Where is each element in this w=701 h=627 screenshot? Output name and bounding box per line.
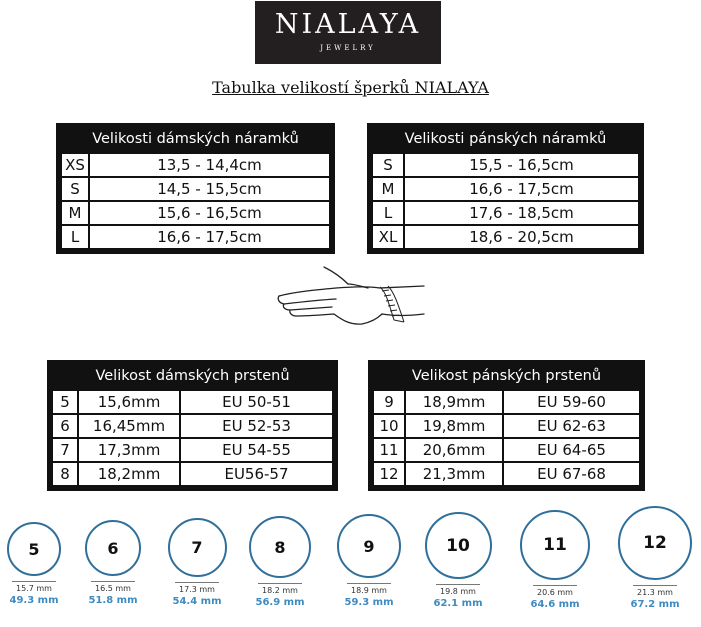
ring-diameter: 18.2 mm bbox=[258, 583, 302, 595]
eu-cell: EU 64-65 bbox=[503, 438, 640, 462]
table-row bbox=[61, 225, 330, 249]
range-cell: 13,5 - 14,4cm bbox=[89, 153, 330, 177]
range-cell: 17,6 - 18,5cm bbox=[404, 201, 639, 225]
logo-brand-text: NIALAYA bbox=[274, 9, 422, 40]
table-row bbox=[373, 462, 640, 486]
mm-cell: 19,8mm bbox=[405, 414, 503, 438]
table-row bbox=[372, 225, 639, 249]
page-title: Tabulka velikostí šperků NIALAYA bbox=[212, 78, 489, 97]
size-cell: 6 bbox=[52, 414, 78, 438]
range-cell: 18,6 - 20,5cm bbox=[404, 225, 639, 249]
ring-circle: 5 bbox=[7, 522, 61, 576]
eu-cell: EU 54-55 bbox=[180, 438, 333, 462]
womens-rings-header: Velikost dámských prstenů bbox=[95, 368, 290, 384]
ring-size-5 bbox=[0, 522, 74, 606]
womens-bracelets-table bbox=[56, 123, 335, 254]
size-cell: 5 bbox=[52, 390, 78, 414]
ring-circle: 6 bbox=[85, 520, 141, 576]
range-cell: 15,5 - 16,5cm bbox=[404, 153, 639, 177]
ring-circumference: 64.6 mm bbox=[530, 599, 580, 610]
size-cell: S bbox=[372, 153, 404, 177]
ring-circumference: 59.3 mm bbox=[344, 597, 394, 608]
size-cell: L bbox=[372, 201, 404, 225]
ring-circle: 9 bbox=[337, 514, 401, 578]
mens-rings-header: Velikost pánských prstenů bbox=[411, 368, 602, 384]
table-row bbox=[61, 177, 330, 201]
table-row bbox=[52, 438, 333, 462]
table-row bbox=[61, 153, 330, 177]
size-cell: 8 bbox=[52, 462, 78, 486]
ring-circle: 8 bbox=[249, 516, 311, 578]
eu-cell: EU 50-51 bbox=[180, 390, 333, 414]
ring-circumference: 67.2 mm bbox=[630, 599, 680, 610]
eu-cell: EU 52-53 bbox=[180, 414, 333, 438]
ring-diameter: 15.7 mm bbox=[12, 581, 56, 593]
mens-rings-table bbox=[368, 360, 645, 491]
size-cell: M bbox=[372, 177, 404, 201]
mens-bracelets-table bbox=[367, 123, 644, 254]
brand-logo bbox=[255, 1, 441, 64]
size-cell: XL bbox=[372, 225, 404, 249]
table-row bbox=[52, 414, 333, 438]
range-cell: 14,5 - 15,5cm bbox=[89, 177, 330, 201]
ring-circumference: 54.4 mm bbox=[172, 596, 222, 607]
mm-cell: 18,2mm bbox=[78, 462, 180, 486]
size-cell: 7 bbox=[52, 438, 78, 462]
eu-cell: EU 67-68 bbox=[503, 462, 640, 486]
table-row bbox=[61, 201, 330, 225]
mm-cell: 18,9mm bbox=[405, 390, 503, 414]
ring-diameter: 18.9 mm bbox=[347, 583, 391, 595]
table-row bbox=[373, 438, 640, 462]
table-row bbox=[373, 390, 640, 414]
womens-rings-table bbox=[47, 360, 338, 491]
hand-wrist-measure-icon bbox=[276, 262, 426, 342]
mm-cell: 20,6mm bbox=[405, 438, 503, 462]
table-row bbox=[52, 390, 333, 414]
size-cell: 11 bbox=[373, 438, 405, 462]
ring-diameter: 21.3 mm bbox=[633, 585, 677, 597]
size-cell: 10 bbox=[373, 414, 405, 438]
ring-circumference: 51.8 mm bbox=[88, 595, 138, 606]
table-row bbox=[373, 414, 640, 438]
ring-size-10 bbox=[418, 512, 498, 609]
ring-diameter: 16.5 mm bbox=[91, 581, 135, 593]
size-cell: S bbox=[61, 177, 89, 201]
ring-circle: 7 bbox=[168, 518, 227, 577]
table-row bbox=[372, 177, 639, 201]
ring-diameter: 17.3 mm bbox=[175, 582, 219, 594]
womens-bracelets-header: Velikosti dámských náramků bbox=[92, 131, 299, 147]
ring-size-11 bbox=[515, 510, 595, 610]
ring-size-9 bbox=[329, 514, 409, 608]
eu-cell: EU56-57 bbox=[180, 462, 333, 486]
size-cell: 9 bbox=[373, 390, 405, 414]
ring-circle: 11 bbox=[520, 510, 590, 580]
eu-cell: EU 59-60 bbox=[503, 390, 640, 414]
ring-circle: 12 bbox=[618, 506, 692, 580]
size-cell: 12 bbox=[373, 462, 405, 486]
size-cell: XS bbox=[61, 153, 89, 177]
mm-cell: 16,45mm bbox=[78, 414, 180, 438]
table-row bbox=[372, 201, 639, 225]
mm-cell: 17,3mm bbox=[78, 438, 180, 462]
ring-size-8 bbox=[240, 516, 320, 608]
ring-circumference: 62.1 mm bbox=[433, 598, 483, 609]
logo-sub-text: JEWELRY bbox=[320, 44, 376, 52]
ring-circumference: 56.9 mm bbox=[255, 597, 305, 608]
mens-bracelets-header: Velikosti pánských náramků bbox=[404, 131, 607, 147]
table-row bbox=[52, 462, 333, 486]
ring-diameter: 19.8 mm bbox=[436, 584, 480, 596]
range-cell: 15,6 - 16,5cm bbox=[89, 201, 330, 225]
ring-circle: 10 bbox=[425, 512, 492, 579]
ring-circumference: 49.3 mm bbox=[9, 595, 59, 606]
table-row bbox=[372, 153, 639, 177]
ring-size-12 bbox=[615, 506, 695, 610]
ring-diameter: 20.6 mm bbox=[533, 585, 577, 597]
mm-cell: 21,3mm bbox=[405, 462, 503, 486]
range-cell: 16,6 - 17,5cm bbox=[404, 177, 639, 201]
range-cell: 16,6 - 17,5cm bbox=[89, 225, 330, 249]
size-cell: M bbox=[61, 201, 89, 225]
ring-size-7 bbox=[157, 518, 237, 607]
size-cell: L bbox=[61, 225, 89, 249]
eu-cell: EU 62-63 bbox=[503, 414, 640, 438]
mm-cell: 15,6mm bbox=[78, 390, 180, 414]
ring-size-6 bbox=[73, 520, 153, 606]
